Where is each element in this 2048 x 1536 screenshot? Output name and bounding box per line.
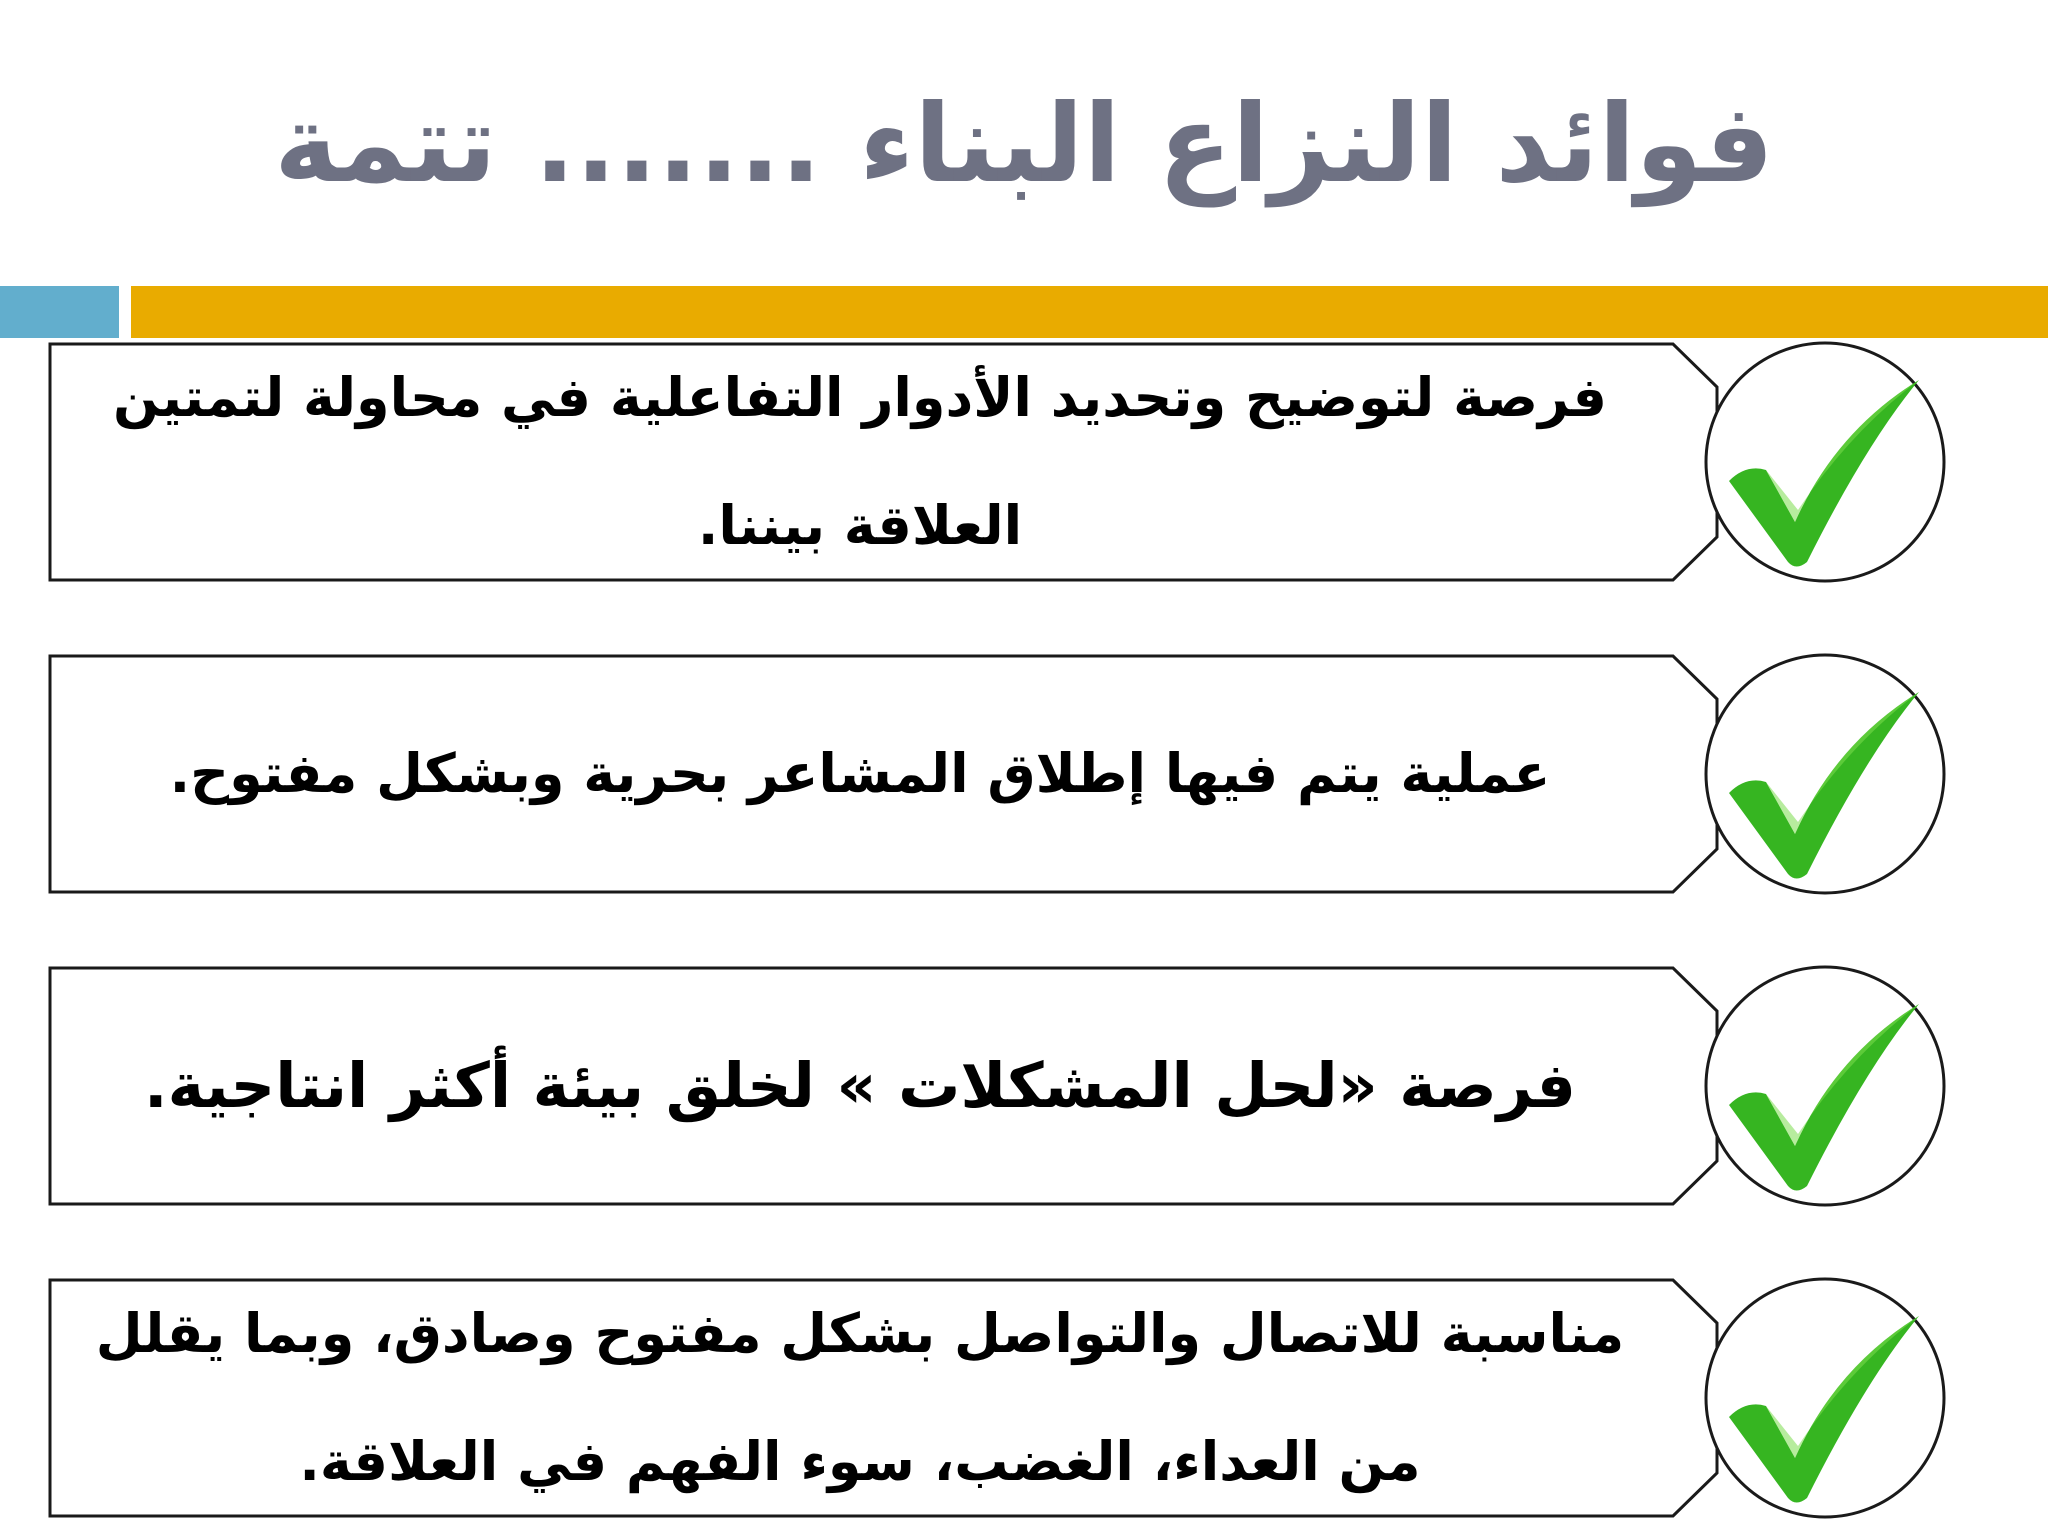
benefit-item-1: [0, 340, 2048, 584]
checkmark-icon: [1700, 1276, 1950, 1520]
accent-bar-gold: [131, 286, 2048, 338]
benefit-item-3: [0, 964, 2048, 1208]
benefit-text-4: مناسبة للاتصال والتواصل بشكل مفتوح وصادق، وبما يقلل من العداء، الغضب، سوء الفهم في العلاقة.: [95, 1302, 1625, 1493]
checkmark-icon: [1700, 964, 1950, 1208]
accent-bar-blue: [0, 286, 119, 338]
benefit-item-4: [0, 1276, 2048, 1520]
benefit-text-2: عملية يتم فيها إطلاق المشاعر بحرية وبشكل مفتوح.: [169, 742, 1551, 805]
checkmark-icon: [1700, 652, 1950, 896]
benefit-text-1: فرصة لتوضيح وتحديد الأدوار التفاعلية في محاولة لتمتين العلاقة بيننا.: [113, 366, 1607, 557]
slide-title: فوائد النزاع البناء ....... تتمة: [274, 82, 1774, 207]
checkmark-icon: [1700, 340, 1950, 584]
benefit-text-3: فرصة «لحل المشكلات » لخلق بيئة أكثر انتاجية.: [144, 1049, 1576, 1122]
benefit-item-2: [0, 652, 2048, 896]
